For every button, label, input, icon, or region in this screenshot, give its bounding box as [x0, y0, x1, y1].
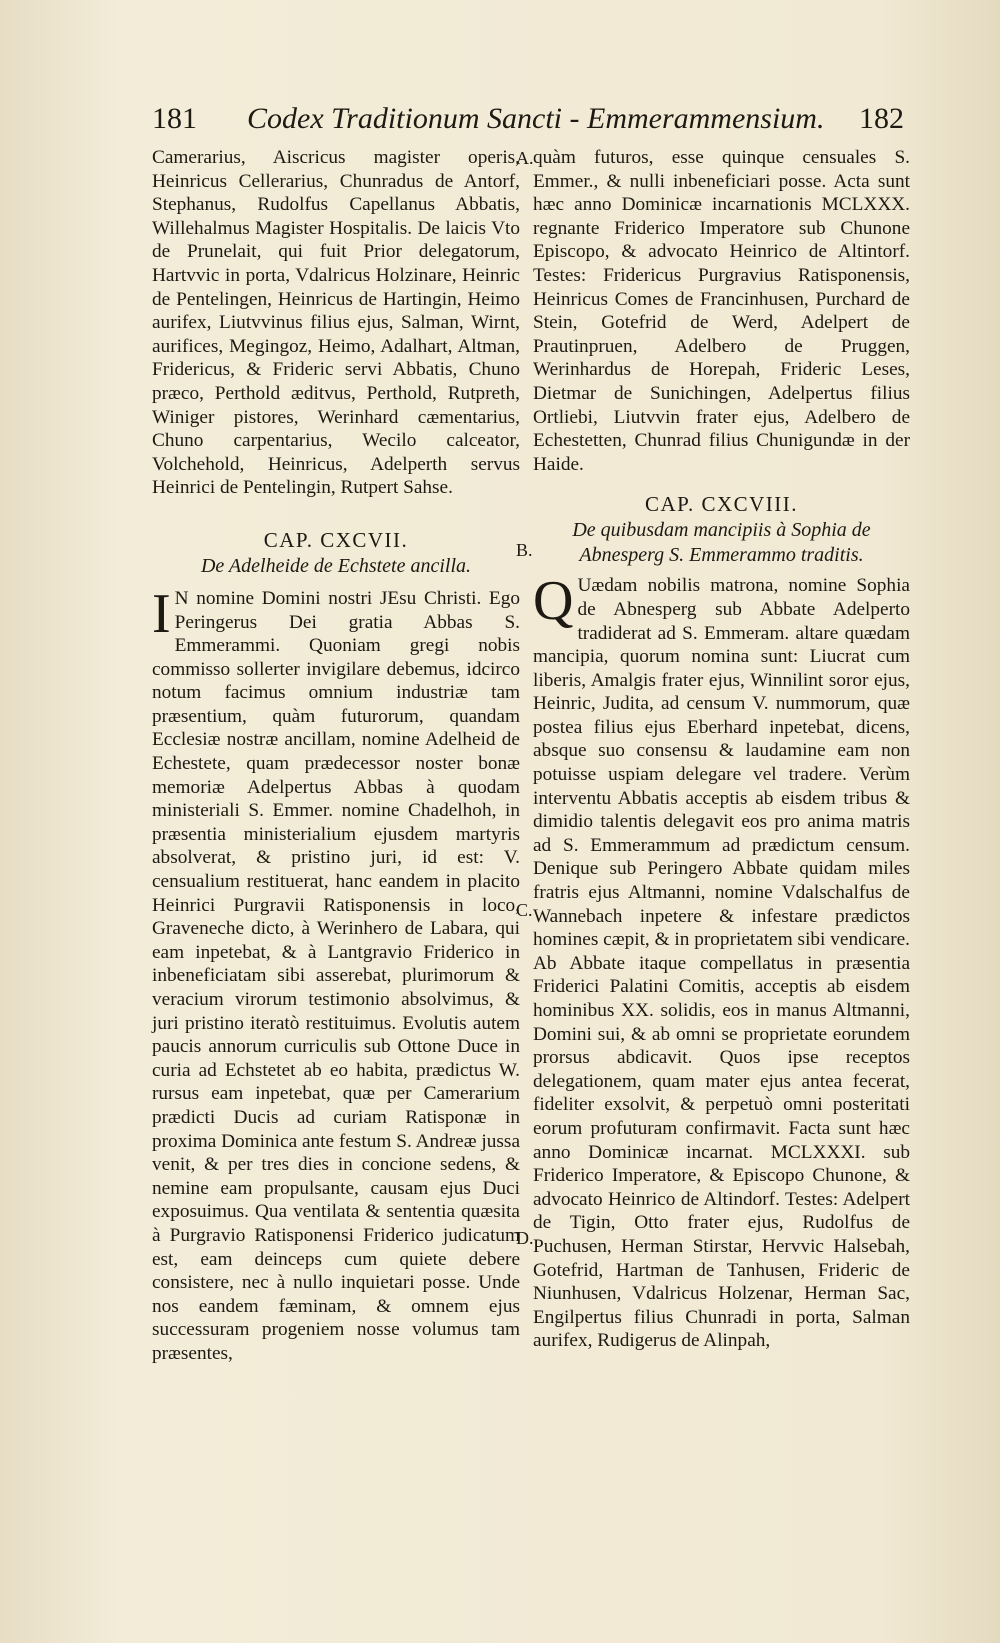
right-paragraph-2: Uædam nobilis matrona, nomine Sophia de Abnesperg sub Abbate Adelperto tradiderat ad S. Emmeram. altare quædam mancipia, quorum nomina sunt: Liucrat cum liberis, Amalgis frater ejus, Winnilint soror ejus, Heinric, Judita, ad censum V. nummorum, quæ postea filius ejus Eberhard inpetebat, dicens, absque suo consensu & laudamine eam non potuisse uspiam delegare vel tradere. Verùm interventu Abbatis acceptis ab eisdem tribus & dimidio talentis delegavit eos pro anima matris ad S. Emmerammum ad prædictum censum. Denique sub Peringero Abbate quidam miles fratris ejus Altmanni, nomine Vdalschalfus de Wannebach inpetere & infestare prædictos homines cæpit, & in proprietatem sibi vendicare. Ab Abbate itaque compellatus in præsentia Friderici Palatini Comitis, acceptis ab eisdem hominibus XX. solidis, eos in manus Altmanni, Domini sui, & ab omni se proprietate eorundem prorsus abdicavit. Quos ipse receptos delegationem, quam mater ejus antea fecerat, fideliter exsolvit, & perpetuò omni posteritati eorum profuturam confirmavit. Facta sunt hæc anno Dominicæ incarnat. MCLXXXI. sub Friderico Imperatore, & Episcopo Chunone, & advocato Heinrico de Altindorf. Testes: Adelpert de Tigin, Otto frater ejus, Rudolfus de Puchusen, Herman Stirstar, Hervvic Halsebah, Gotefrid, Hartman de Tanhusen, Frideric de Niunhusen, Vdalricus Holzenar, Herman Sac, Engilpertus filius Chunradi in porta, Salman aurifex, Rudigerus de Alinpah, — [533, 575, 910, 1352]
margin-marker-b: B. — [516, 540, 533, 560]
running-title: Codex Traditionum Sancti - Emmerammensium. — [247, 102, 825, 135]
left-paragraph-1: Camerarius, Aiscricus magister operis, Heinricus Cellerarius, Chunradus de Antorf, Stephanus, Rudolfus Capellanus Abbatis, Willehalmus Magister Hospitalis. De laicis Vto de Prunelait, qui fuit Prior delegatorum, Hartvvic in porta, Vdalricus Holzinare, Heinric de Pentelingen, Heinricus de Hartingin, Heimo aurifex, Liutvvinus filius ejus, Salman, Wirnt, aurifices, Megingoz, Heimo, Adalhart, Altman, Fridericus, & Frideric servi Abbatis, Chuno præco, Perthold æditvus, Perthold, Rutpreth, Winiger pistores, Werinhard cæmentarius, Chuno carpentarius, Wecilo calceator, Volchehold, Heinricus, Adelperth servus Heinrici de Pentelingin, Rutpert Sahse. — [152, 147, 520, 499]
left-paragraph-2: N nomine Domini nostri JEsu Christi. Ego Peringerus Dei gratia Abbas S. Emmerammi. Quoniam gregi nobis commisso sollerter invigilare debemus, idcirco notum facimus omnium industriæ tam præsentium, quàm futurorum, quandam Ecclesiæ nostræ ancillam, nomine Adelheid de Echestete, quam prædecessor noster bonæ memoriæ Adelpertus Abbas à quodam ministeriali S. Emmer. nomine Chadelhoh, in præsentia ministerialium ejusdem martyris absolverat, & pristino juri, id est: V. censualium restituerat, hanc eandem in placito Heinrici Purgravii Ratisponensis in loco, Graveneche dicto, à Werinhero de Labara, qui eam inpetebat, & à Lantgravio Friderico in inbeneficiatam sibi asserebat, plurimorum & veracium virorum testimonio absolvimus, & juri pristino iteratò restituimus. Evolutis autem paucis annorum curriculis sub Ottone Duce in curia ad Echstetet ab eo habita, prædictus W. rursus eam inpetebat, quæ per Camerarium prædicti Ducis ad curiam Ratisponæ in proxima Dominica ante festum S. Andreæ jussa venit, & per tres dies in concione sedens, & nemine eam propulsante, causam ejus Duci exposuimus. Qua ventilata & sententia quæsita à Purgravio Ratisponensi Friderico judicatum est, eam deinceps cum quiete debere consistere, nec à nullo inquietari posse. Unde nos eandem fæminam, & omnem ejus successuram progeniem nosse volumus tam præsentes, — [152, 587, 520, 1364]
chapter-heading-197: CAP. CXCVII. — [263, 527, 409, 552]
right-paragraph-1: quàm futuros, esse quinque censuales S. Emmer., & nulli inbeneficiari posse. Acta sunt hæc anno Dominicæ incarnationis MCLXXX. regnante Friderico Imperatore sub Chunone Episcopo, & advocato Heinrico de Altintorf. Testes: Fridericus Purgravius Ratisponensis, Heinricus Comes de Francinhusen, Purchard de Stein, Gotefrid de Werd, Adelpert de Prautinpruen, Adelbero de Pruggen, Werinhardus de Horepah, Frideric Leses, Dietmar de Sunichingen, Adelpertus filius Ortliebi, Liutvvin frater ejus, Adelbero de Echestetten, Chunrad filius Chunigundæ in der Haide. — [533, 147, 910, 475]
right-column — [533, 146, 910, 1353]
page-number-left: 181 — [152, 102, 197, 135]
drop-cap-i: I — [152, 582, 171, 645]
chapter-heading-198: CAP. CXCVIII. — [644, 492, 799, 517]
margin-marker-c: C. — [516, 900, 533, 920]
drop-cap-q: Q — [533, 570, 574, 633]
chapter-title-198: De quibusdam mancipiis à Sophia de Abnesperg S. Emmerammo traditis. — [572, 519, 871, 567]
margin-marker-a: A. — [516, 148, 534, 168]
running-header — [152, 102, 904, 144]
chapter-title-197: De Adelheide de Echstete ancilla. — [200, 554, 472, 577]
page-number-right: 182 — [859, 102, 904, 135]
left-column — [152, 146, 520, 1366]
margin-marker-d: D. — [516, 1228, 534, 1248]
